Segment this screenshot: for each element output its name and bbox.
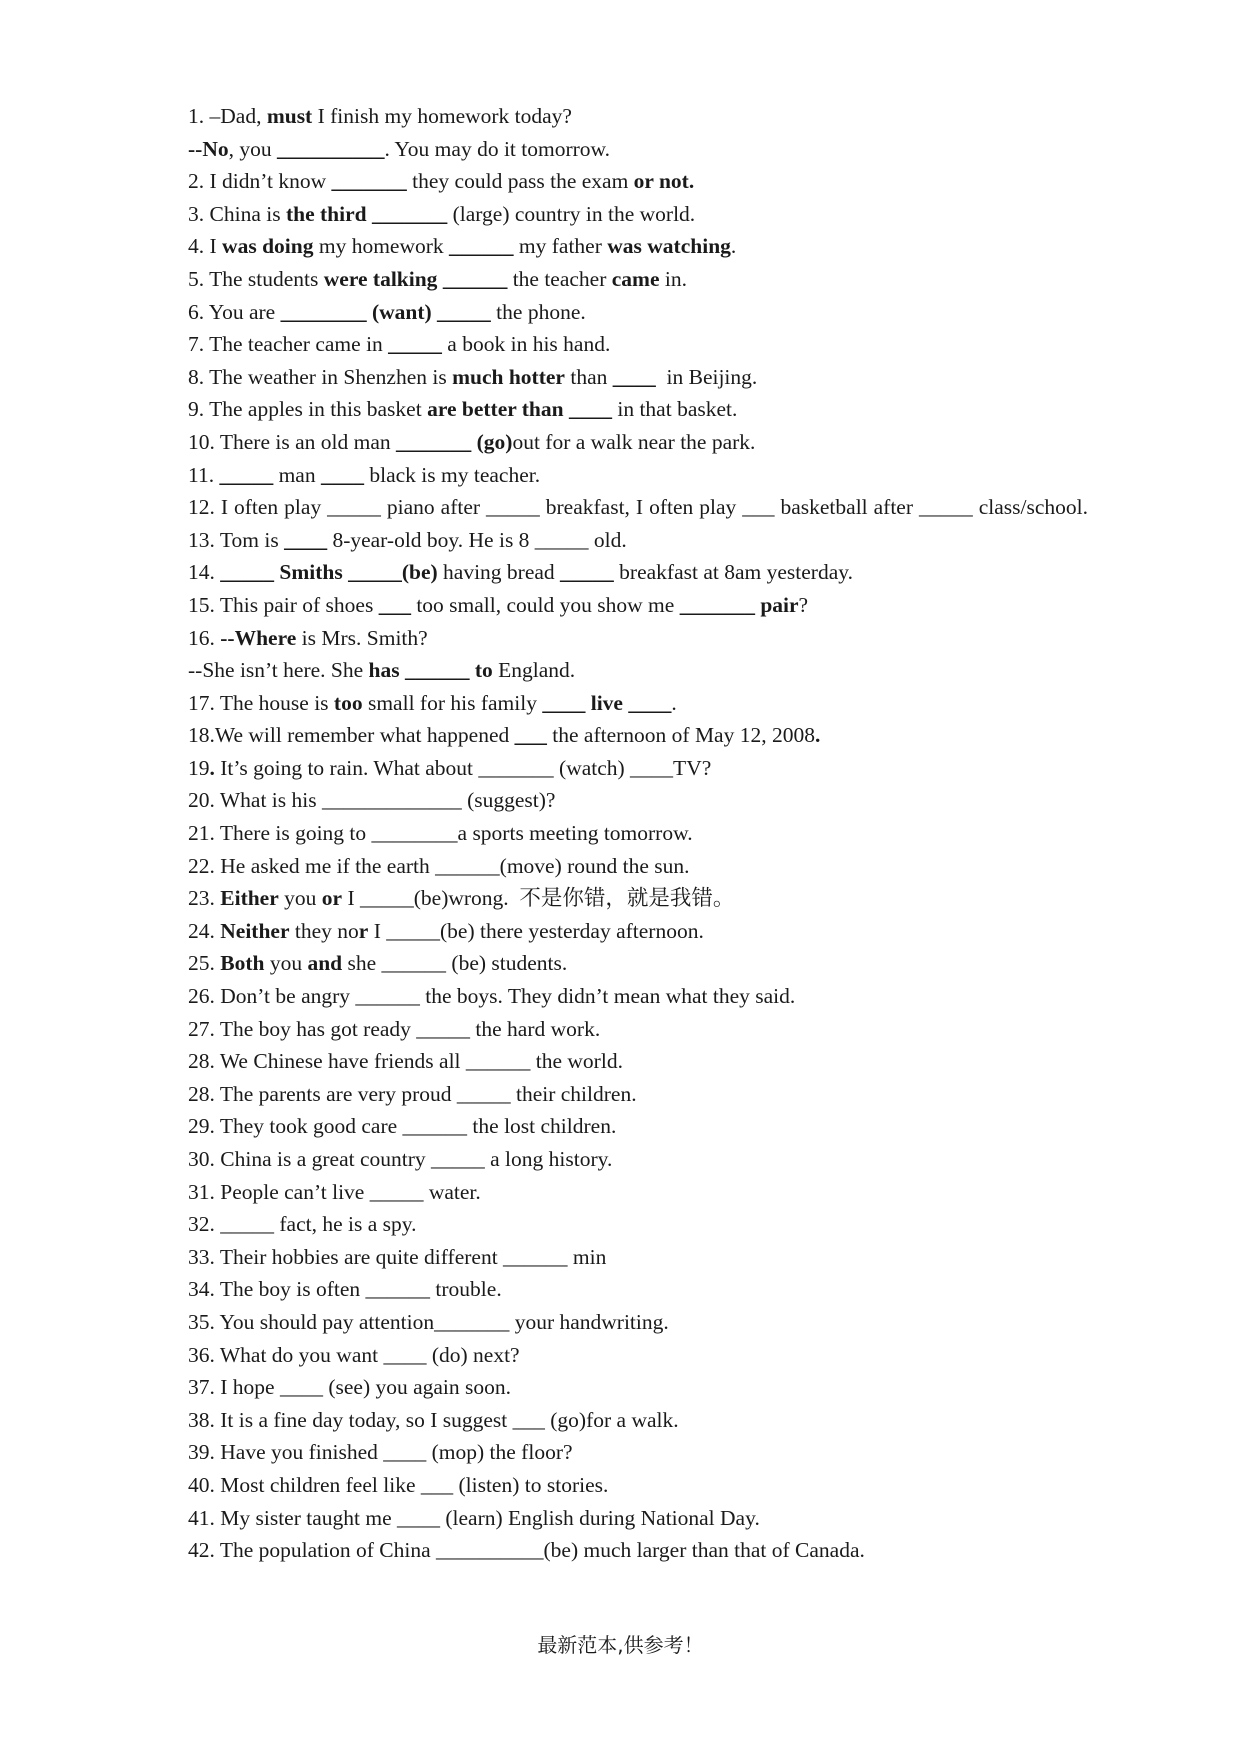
text: the afternoon of May 12, 2008: [546, 723, 815, 748]
question-line: [188, 1371, 1088, 1404]
question-line: [188, 556, 1088, 589]
bold-text: pair: [760, 592, 799, 617]
bold-text: much hotter: [452, 364, 565, 389]
text: 1. –Dad,: [188, 104, 267, 128]
text: 19: [188, 755, 210, 780]
text: 4. I: [188, 234, 223, 259]
question-line: [188, 263, 1088, 296]
bold-text: were talking: [323, 266, 438, 291]
bold-text: ____: [542, 690, 586, 715]
text: 35. You should pay attention_______ your handwriting.: [188, 1309, 669, 1334]
question-line: [188, 915, 1088, 948]
question-line: [188, 1436, 1088, 1469]
text: 42. The population of China __________(be) much larger than that of Canada.: [188, 1538, 865, 1563]
text: too small, could you show me: [410, 592, 680, 617]
text: 7. The teacher came in: [188, 332, 389, 357]
text: the phone.: [490, 299, 586, 324]
text: .: [671, 690, 677, 715]
text: 30. China is a great country _____ a long history.: [188, 1147, 613, 1171]
text: 21. There is going to ________a sports meeting tomorrow.: [188, 821, 693, 846]
bold-text: the third: [285, 201, 367, 226]
question-line: [188, 719, 1088, 752]
text: 8-year-old boy. He is 8 _____ old.: [327, 527, 627, 552]
text: England.: [492, 658, 576, 683]
text: 37. I hope ____ (see) you again soon.: [188, 1375, 512, 1400]
question-line: [188, 459, 1088, 492]
text: 10. There is an old man: [188, 429, 396, 454]
bold-text: ____: [612, 364, 656, 389]
bold-text: was doing: [222, 234, 314, 259]
text: 8. The weather in Shenzhen is: [188, 364, 453, 389]
question-line: [188, 980, 1088, 1013]
text: 26. Don’t be angry ______ the boys. They didn’t mean what they said.: [188, 984, 796, 1009]
question-line: [188, 1013, 1088, 1046]
text: 32. _____ fact, he is a spy.: [188, 1212, 417, 1237]
text: 28. We Chinese have friends all ______ the world.: [188, 1049, 623, 1074]
question-line: [188, 1534, 1088, 1567]
bold-text: ___: [378, 592, 411, 617]
question-line: [188, 654, 1088, 687]
text: 11.: [188, 462, 220, 487]
text: than: [564, 364, 613, 389]
text: 2. I didn’t know: [188, 169, 332, 194]
text: 34. The boy is often ______ trouble.: [188, 1277, 502, 1302]
page-footer: 最新范本,供参考！: [537, 1633, 704, 1657]
question-line: [188, 687, 1088, 720]
text: 12. I often play _____ piano after _____ breakfast, I often play ___ basketball after _____ class/school.: [188, 495, 1088, 520]
bold-text: must: [266, 104, 313, 128]
bold-text: (want): [371, 299, 432, 324]
bold-text: _____: [220, 560, 274, 585]
worksheet-questions: [188, 100, 1088, 1567]
text: black is my teacher.: [363, 462, 541, 487]
text: 25.: [188, 951, 221, 976]
bold-text: ____: [568, 397, 612, 422]
question-line: [188, 524, 1088, 557]
text: is Mrs. Smith?: [296, 625, 428, 650]
bold-text: --No: [188, 136, 229, 161]
text: in Beijing.: [655, 364, 758, 389]
bold-text: _______: [679, 592, 755, 617]
question-line: [188, 100, 1088, 133]
text: having bread: [437, 560, 561, 585]
question-line: [188, 947, 1088, 980]
text: they no: [289, 918, 359, 943]
bold-text: Smiths: [279, 560, 343, 585]
text: 17. The house is: [188, 690, 334, 715]
question-line: [188, 1176, 1088, 1209]
bold-text: live: [590, 690, 623, 715]
text: my homework: [313, 234, 450, 259]
bold-text: _____: [388, 332, 442, 357]
text: the teacher: [507, 266, 612, 291]
question-line: [188, 133, 1088, 166]
text: ?: [798, 592, 809, 617]
question-line: [188, 1306, 1088, 1339]
question-line: [188, 393, 1088, 426]
question-line: [188, 328, 1088, 361]
question-line: [188, 589, 1088, 622]
bold-text: (go): [476, 429, 513, 454]
text: 16.: [188, 625, 221, 650]
text: --She isn’t here. She: [188, 658, 369, 683]
question-line: [188, 361, 1088, 394]
question-line: [188, 426, 1088, 459]
text: in.: [659, 266, 687, 291]
question-line: [188, 1339, 1088, 1372]
bold-text: ___: [514, 723, 547, 748]
text: she ______ (be) students.: [342, 951, 568, 976]
bold-text: ______: [442, 266, 508, 291]
bold-text: too: [333, 690, 363, 715]
bold-text: _______: [371, 201, 448, 226]
question-line: [188, 1502, 1088, 1535]
bold-text: --Where: [220, 625, 297, 650]
text: man: [273, 462, 321, 487]
text: 41. My sister taught me ____ (learn) English during National Day.: [188, 1505, 760, 1530]
text: 24.: [188, 918, 221, 943]
text: you: [278, 886, 322, 911]
question-line: [188, 622, 1088, 655]
bold-text: ________: [280, 299, 367, 324]
text: in that basket.: [611, 397, 738, 422]
text: my father: [513, 234, 608, 259]
bold-text: r: [358, 918, 369, 943]
question-line: [188, 850, 1088, 883]
text: 14.: [188, 560, 221, 585]
question-line: [188, 230, 1088, 263]
question-line: [188, 1045, 1088, 1078]
bold-text: .: [814, 723, 821, 748]
text: you: [264, 951, 308, 976]
text: 13. Tom is: [188, 527, 285, 552]
bold-text: ______: [404, 658, 470, 683]
text: 28. The parents are very proud _____ their children.: [188, 1081, 637, 1106]
text: 40. Most children feel like ___ (listen) to stories.: [188, 1472, 609, 1497]
bold-text: Neither: [220, 918, 290, 943]
question-line: [188, 1469, 1088, 1502]
text: .: [730, 234, 737, 259]
text: 3. China is: [188, 201, 286, 226]
bold-text: Both: [220, 951, 265, 976]
question-line: [188, 1143, 1088, 1176]
question-line: [188, 1241, 1088, 1274]
text: they could pass the exam: [406, 169, 634, 194]
question-line: [188, 784, 1088, 817]
bold-text: _____: [219, 462, 274, 487]
text: 38. It is a fine day today, so I suggest ___ (go)for a walk.: [188, 1407, 679, 1432]
question-line: [188, 1110, 1088, 1143]
bold-text: was watching: [607, 234, 731, 259]
text: I _____(be)wrong. 不是你错，就是我错。: [342, 886, 735, 911]
question-line: [188, 296, 1088, 329]
bold-text: ____: [628, 690, 672, 715]
bold-text: .: [209, 755, 215, 780]
text: 23.: [188, 886, 221, 911]
bold-text: _____: [560, 560, 614, 585]
text: 15. This pair of shoes: [188, 592, 379, 617]
text: 6. You are: [188, 299, 281, 324]
text: I _____(be) there yesterday afternoon.: [368, 918, 704, 943]
text: 9. The apples in this basket: [188, 397, 428, 422]
text: , you: [228, 136, 277, 161]
bold-text: _____(be): [348, 560, 438, 585]
question-line: [188, 491, 1088, 524]
text: 5. The students: [188, 266, 324, 291]
text: (large) country in the world.: [447, 201, 696, 226]
text: 18.We will remember what happened: [188, 723, 515, 748]
text: I finish my homework today?: [312, 104, 572, 128]
text: 33. Their hobbies are quite different ______ min: [188, 1244, 607, 1269]
question-line: [188, 165, 1088, 198]
question-line: [188, 1273, 1088, 1306]
text: breakfast at 8am yesterday.: [613, 560, 853, 585]
question-line: [188, 752, 1088, 785]
bold-text: Either: [220, 886, 279, 911]
question-line: [188, 198, 1088, 231]
bold-text: ____: [284, 527, 328, 552]
bold-text: _____: [437, 299, 491, 324]
text: . You may do it tomorrow.: [384, 136, 611, 161]
text: 36. What do you want ____ (do) next?: [188, 1342, 520, 1367]
bold-text: or: [321, 886, 343, 911]
text: small for his family: [362, 690, 543, 715]
text: 20. What is his _____________ (suggest)?: [188, 788, 556, 813]
text: a book in his hand.: [441, 332, 611, 357]
text: 39. Have you finished ____ (mop) the floor?: [188, 1440, 573, 1465]
question-line: [188, 882, 1088, 915]
bold-text: __________: [276, 136, 385, 161]
text: out for a walk near the park.: [512, 429, 756, 454]
bold-text: or not.: [633, 169, 695, 194]
bold-text: and: [307, 951, 343, 976]
bold-text: came: [611, 266, 660, 291]
bold-text: to: [474, 658, 493, 683]
question-line: [188, 1404, 1088, 1437]
bold-text: _______: [396, 429, 472, 454]
question-line: [188, 1208, 1088, 1241]
text: 27. The boy has got ready _____ the hard work.: [188, 1016, 601, 1041]
bold-text: ____: [320, 462, 364, 487]
text: 29. They took good care ______ the lost children.: [188, 1114, 617, 1139]
text: It’s going to rain. What about _______ (watch) ____TV?: [214, 755, 712, 780]
bold-text: _______: [331, 169, 407, 194]
text: 22. He asked me if the earth ______(move) round the sun.: [188, 853, 690, 878]
bold-text: has: [368, 658, 400, 683]
question-line: [188, 817, 1088, 850]
question-line: [188, 1078, 1088, 1111]
bold-text: are better than: [427, 397, 564, 422]
bold-text: ______: [449, 234, 514, 259]
text: 31. People can’t live _____ water.: [188, 1179, 481, 1204]
